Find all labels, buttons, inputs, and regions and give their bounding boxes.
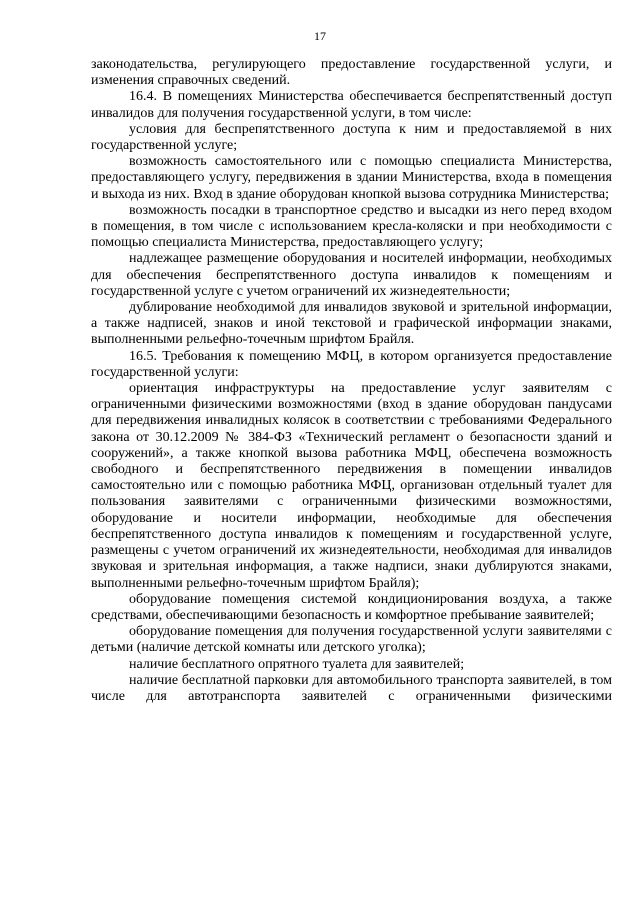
paragraph: наличие бесплатной парковки для автомобильного транспорта заявителей, в том числе для автотранспорта заявителей с ограниченными физическими xyxy=(91,672,612,704)
paragraph: ориентация инфраструктуры на предоставление услуг заявителям с ограниченными физическими возможностями (вход в здание оборудован пандусами для передвижения инвалидных колясок в соответствии с требованиями Федерального закона от 30.12.2009 № 384-ФЗ «Технический регламент о безопасности зданий и сооружений», а также кнопкой вызова работника МФЦ, обеспечена возможность свободного и беспрепятственного передвижения в помещении инвалидов самостоятельно или с помощью работника МФЦ, организован отдельный туалет для пользования заявителями с ограниченными физическими возможностями, оборудование и носители информации, необходимые для обеспечения беспрепятственного доступа инвалидов к помещениям и государственной услуге, размещены с учетом ограничений их жизнедеятельности, необходимая для инвалидов звуковая и зрительная информация, а также надписи, знаки дублируются знаками, выполненными рельефно-точечным шрифтом Брайля); xyxy=(91,381,612,591)
paragraph: возможность самостоятельного или с помощью специалиста Министерства, предоставляющего услугу, передвижения в здании Министерства, входа в помещения и выхода из них. Вход в здание оборудован кнопкой вызова сотрудника Министерства; xyxy=(91,154,612,202)
paragraph: возможность посадки в транспортное средство и высадки из него перед входом в помещения, в том числе с использованием кресла-коляски и при необходимости с помощью специалиста Министерства, предоставляющего услугу; xyxy=(91,202,612,251)
page-number: 17 xyxy=(314,29,326,43)
paragraph: дублирование необходимой для инвалидов звуковой и зрительной информации, а также надписей, знаков и иной текстовой и графической информации знаками, выполненными рельефно-точечным шрифтом Брайля. xyxy=(91,300,612,348)
paragraph: оборудование помещения для получения государственной услуги заявителями с детьми (наличие детской комнаты или детского уголка); xyxy=(91,624,612,656)
document-body xyxy=(91,57,612,705)
paragraph: оборудование помещения системой кондиционирования воздуха, а также средствами, обеспечивающими безопасность и комфортное пребывание заявителей; xyxy=(91,591,612,623)
paragraph-16-4: 16.4. В помещениях Министерства обеспечивается беспрепятственный доступ инвалидов для получения государственной услуги, в том числе: xyxy=(91,89,612,121)
paragraph: надлежащее размещение оборудования и носителей информации, необходимых для обеспечения беспрепятственного доступа инвалидов к помещениям и государственной услуге с учетом ограничений их жизнедеятельности; xyxy=(91,251,612,299)
paragraph: условия для беспрепятственного доступа к ним и предоставляемой в них государственной услуге; xyxy=(91,121,612,154)
paragraph: законодательства, регулирующего предоставление государственной услуги, и изменения справочных сведений. xyxy=(91,57,612,89)
paragraph: наличие бесплатного опрятного туалета для заявителей; xyxy=(129,656,465,672)
paragraph-16-5: 16.5. Требования к помещению МФЦ, в котором организуется предоставление государственной услуги: xyxy=(91,348,612,380)
